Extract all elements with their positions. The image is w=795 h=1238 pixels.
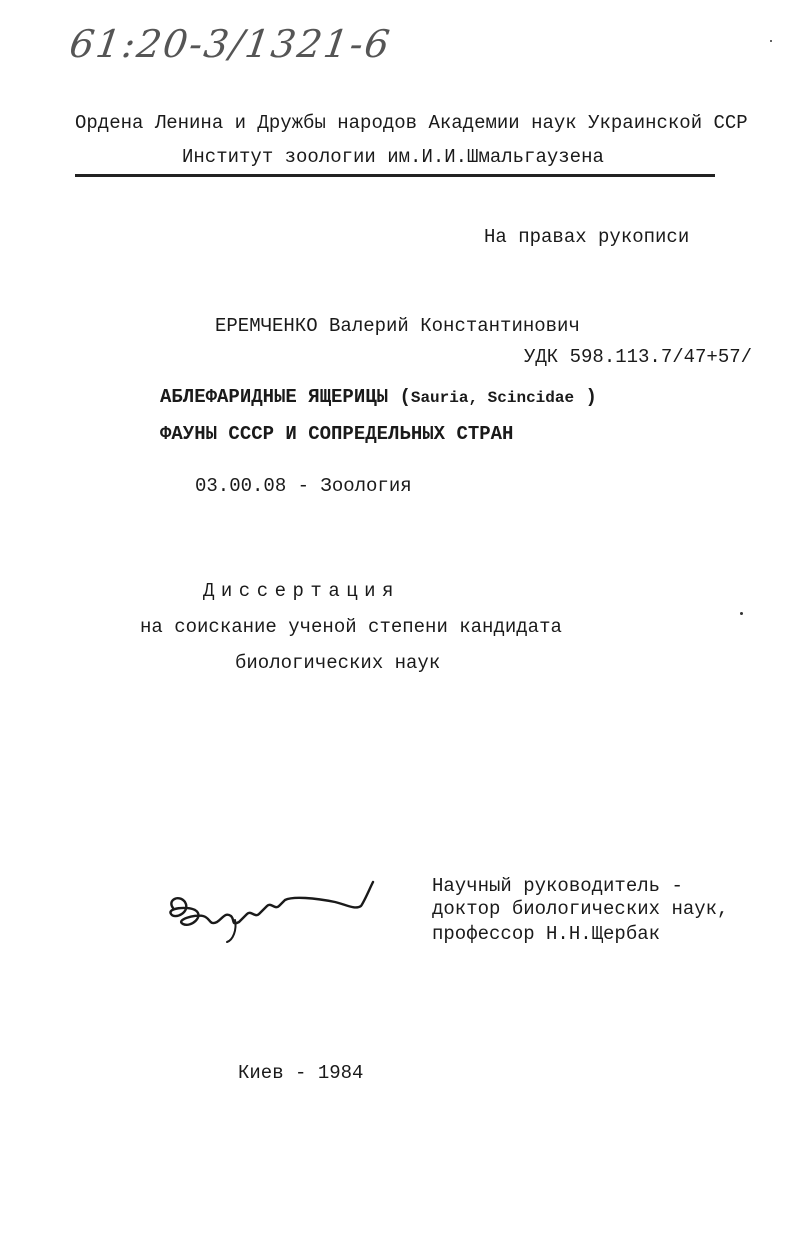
organization-name: Ордена Ленина и Дружбы народов Академии наук Украинской ССР bbox=[75, 112, 748, 134]
header-divider bbox=[75, 174, 715, 177]
scan-speck bbox=[770, 40, 772, 42]
title-suffix: ) bbox=[574, 386, 597, 408]
archive-mark: 61:20-3/1321-6 bbox=[66, 22, 395, 66]
specialty-code: 03.00.08 - Зоология bbox=[195, 475, 412, 497]
thesis-title-line-1 bbox=[160, 386, 597, 409]
author-name: ЕРЕМЧЕНКО Валерий Константинович bbox=[215, 315, 580, 337]
place-and-year: Киев - 1984 bbox=[238, 1062, 364, 1084]
title-latin-taxa: Sauria, Scincidae bbox=[410, 389, 575, 407]
supervisor-line-2: доктор биологических наук, bbox=[432, 898, 729, 920]
supervisor-line-1: Научный руководитель - bbox=[432, 875, 683, 897]
title-prefix: АБЛЕФАРИДНЫЕ ЯЩЕРИЦЫ ( bbox=[160, 386, 411, 408]
udc-code: УДК 598.113.7/47+57/ bbox=[524, 346, 753, 368]
thesis-title-line-2: ФАУНЫ СССР И СОПРЕДЕЛЬНЫХ СТРАН bbox=[160, 423, 514, 445]
manuscript-note: На правах рукописи bbox=[484, 226, 690, 248]
degree-line-2: на соискание ученой степени кандидата bbox=[140, 616, 562, 638]
scan-speck bbox=[740, 612, 743, 615]
degree-line-3: биологических наук bbox=[235, 652, 441, 674]
institute-name: Институт зоологии им.И.И.Шмальгаузена bbox=[182, 146, 604, 168]
degree-heading: Диссертация bbox=[203, 580, 400, 602]
signature-image bbox=[165, 870, 380, 950]
supervisor-line-3: профессор Н.Н.Щербак bbox=[432, 923, 661, 945]
